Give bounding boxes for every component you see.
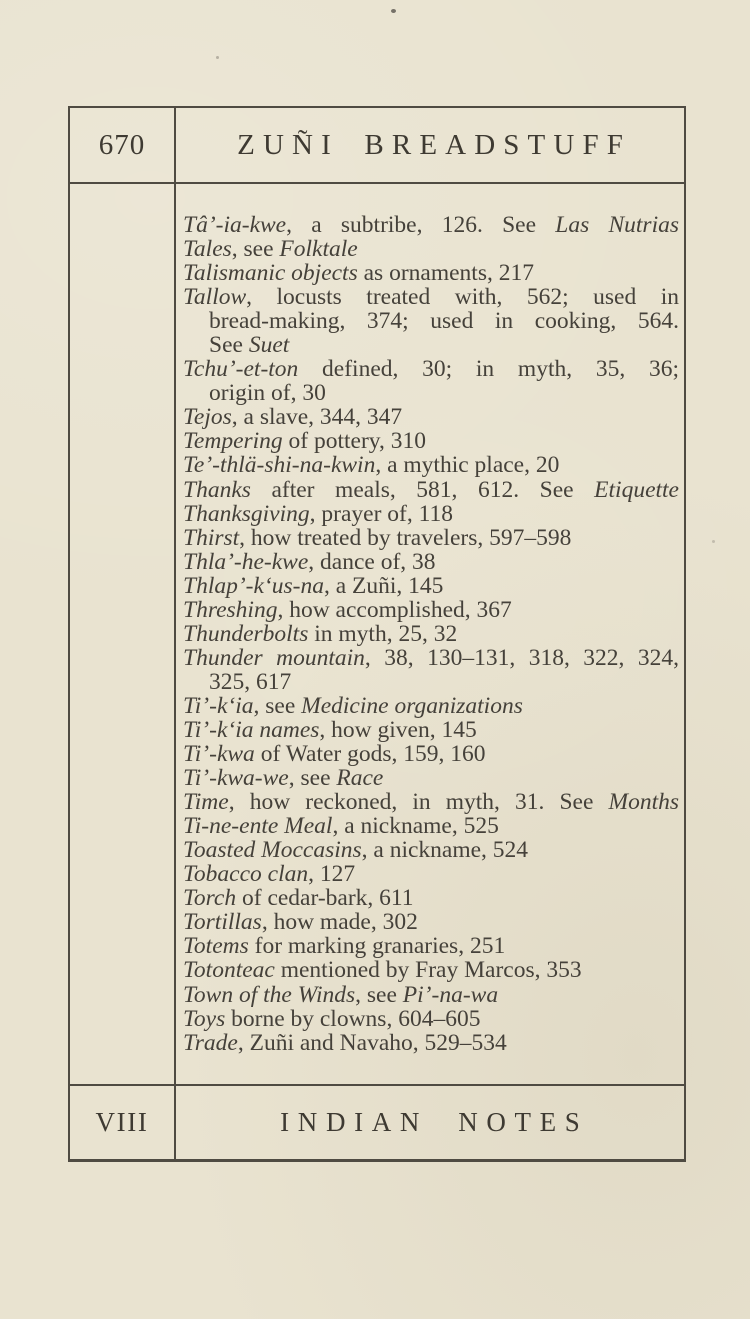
index-text: , locusts treated with, 562; used in: [246, 284, 679, 311]
index-line: [183, 886, 679, 910]
index-text: , how treated by travelers, 597–598: [239, 524, 572, 551]
index-term: Thanksgiving: [183, 500, 310, 527]
index-term: Toasted Moccasins: [183, 837, 362, 864]
index-line: [183, 718, 679, 742]
index-term: Tchu’-et-ton: [183, 356, 299, 383]
index-text: after meals, 581, 612. See: [250, 476, 595, 503]
index-term: Te’-thlä-shi-na-kwin: [183, 452, 376, 479]
index-term: Etiquette: [594, 476, 679, 503]
left-margin-column: [70, 184, 176, 1084]
index-term: Ti’-k‘ia: [183, 692, 254, 719]
index-term: Town of the Winds: [183, 981, 356, 1008]
index-term: Tâ’-ia-kwe: [183, 212, 287, 238]
index-line: [183, 429, 679, 453]
page-number-cell: [70, 108, 176, 182]
page-number: 670: [98, 128, 146, 161]
index-term: Suet: [248, 332, 290, 359]
index-text: , how accomplished, 367: [277, 596, 512, 623]
paper-speck: [712, 540, 715, 543]
index-term: Tortillas: [183, 909, 262, 936]
index-term: Tempering: [183, 428, 283, 455]
index-line: [183, 550, 679, 574]
index-text: 325, 617: [209, 668, 292, 695]
index-term: Totonteac: [183, 957, 275, 984]
index-text: of cedar-bark, 611: [236, 885, 414, 912]
index-text: borne by clowns, 604–605: [225, 1005, 481, 1032]
series-title-cell: [176, 1086, 684, 1159]
index-term: Thla’-he-kwe: [183, 548, 309, 575]
index-term: Race: [336, 765, 384, 792]
index-text: , a nickname, 524: [361, 837, 529, 864]
index-line: [209, 381, 679, 405]
index-term: Folktale: [279, 236, 358, 263]
page-footer: [70, 1084, 684, 1159]
index-term: Ti’-kwa: [183, 741, 255, 768]
volume-numeral: VIII: [95, 1107, 149, 1137]
index-term: Tejos: [183, 404, 232, 431]
index-line: [183, 622, 679, 646]
index-term: Ti-ne-ente Meal: [183, 813, 333, 840]
page-frame: [68, 106, 686, 1162]
index-text: defined, 30; in myth, 35, 36;: [298, 356, 679, 383]
index-text: , how given, 145: [319, 716, 477, 743]
index-text: , dance of, 38: [308, 548, 436, 575]
index-term: Toys: [183, 1005, 226, 1032]
index-text: , a subtribe, 126. See: [286, 212, 556, 238]
index-line: [183, 213, 679, 237]
index-line: [183, 814, 679, 838]
index-line: [183, 983, 679, 1007]
index-term: Months: [608, 789, 679, 816]
paper-speck: [391, 9, 396, 13]
index-line: [183, 862, 679, 886]
index-line: [209, 670, 679, 694]
index-text: , a mythic place, 20: [375, 452, 560, 479]
page-body: [70, 184, 684, 1084]
index-text: for marking granaries, 251: [248, 933, 506, 960]
index-line: [183, 910, 679, 934]
index-line: [183, 790, 679, 814]
index-term: Thlap’-k‘us-na: [183, 572, 324, 599]
index-line: [183, 478, 679, 502]
index-line: [183, 766, 679, 790]
index-term: Threshing: [183, 596, 278, 623]
index-line: [209, 333, 679, 357]
index-line: [183, 261, 679, 285]
index-line: [183, 405, 679, 429]
index-text: See: [209, 332, 249, 359]
index-text: , a slave, 344, 347: [231, 404, 403, 431]
index-term: Pi’-na-wa: [402, 981, 499, 1008]
index-text: , a nickname, 525: [332, 813, 499, 840]
index-line: [183, 574, 679, 598]
index-term: Thunder mountain: [183, 644, 365, 671]
index-term: Torch: [183, 885, 237, 912]
index-line: [183, 598, 679, 622]
index-line: [183, 958, 679, 982]
index-term: Talismanic objects: [183, 260, 358, 287]
volume-numeral-cell: [70, 1086, 176, 1159]
index-text: , how reckoned, in myth, 31. See: [228, 789, 609, 816]
index-line: [183, 285, 679, 309]
running-title: ZUÑI BREADSTUFF: [237, 128, 631, 161]
index-term: Tobacco clan: [183, 861, 309, 888]
index-line: [183, 237, 679, 261]
index-text: , prayer of, 118: [309, 500, 453, 527]
index-term: Tales: [183, 236, 232, 263]
index-term: Thanks: [183, 476, 251, 503]
index-text: mentioned by Fray Marcos, 353: [274, 957, 582, 984]
index-line: [183, 1031, 679, 1055]
index-text: origin of, 30: [209, 380, 326, 407]
index-text: , a Zuñi, 145: [323, 572, 444, 599]
index-term: Thirst: [183, 524, 240, 551]
page-header: [70, 108, 684, 184]
index-line: [183, 934, 679, 958]
index-line: [183, 453, 679, 477]
index-text: , Zuñi and Navaho, 529–534: [237, 1029, 507, 1056]
index-line: [209, 309, 679, 333]
index-text: as ornaments, 217: [357, 260, 534, 287]
index-term: Trade: [183, 1029, 238, 1056]
index-line: [183, 646, 679, 670]
index-text: , see: [253, 692, 302, 719]
index-term: Las Nutrias: [555, 212, 679, 238]
index-term: Time: [183, 789, 229, 816]
index-line: [183, 1007, 679, 1031]
index-line: [183, 526, 679, 550]
index-term: Thunderbolts: [183, 620, 309, 647]
index-term: Totems: [183, 933, 249, 960]
index-text: in myth, 25, 32: [308, 620, 458, 647]
index-text: , 127: [308, 861, 356, 888]
index-line: [183, 357, 679, 381]
index-text: , see: [355, 981, 403, 1008]
index-line: [183, 742, 679, 766]
index-text: of Water gods, 159, 160: [254, 741, 486, 768]
index-term: Ti’-kwa-we: [183, 765, 289, 792]
paper-speck: [216, 56, 219, 59]
index-line: [183, 502, 679, 526]
index-term: Medicine organizations: [301, 692, 523, 719]
index-text: , see: [288, 765, 337, 792]
index-text: , how made, 302: [261, 909, 418, 936]
index-text: of pottery, 310: [282, 428, 427, 455]
index-column: [176, 184, 684, 1084]
index-line: [183, 838, 679, 862]
index-text: , 38, 130–131, 318, 322, 324,: [364, 644, 679, 671]
index-term: Tallow: [183, 284, 247, 311]
index-term: Ti’-k‘ia names: [183, 716, 320, 743]
index-text: , see: [231, 236, 280, 263]
index-text: bread-making, 374; used in cooking, 564.: [209, 308, 679, 335]
index-line: [183, 694, 679, 718]
running-title-cell: [176, 108, 684, 182]
series-title: INDIAN NOTES: [280, 1107, 589, 1137]
